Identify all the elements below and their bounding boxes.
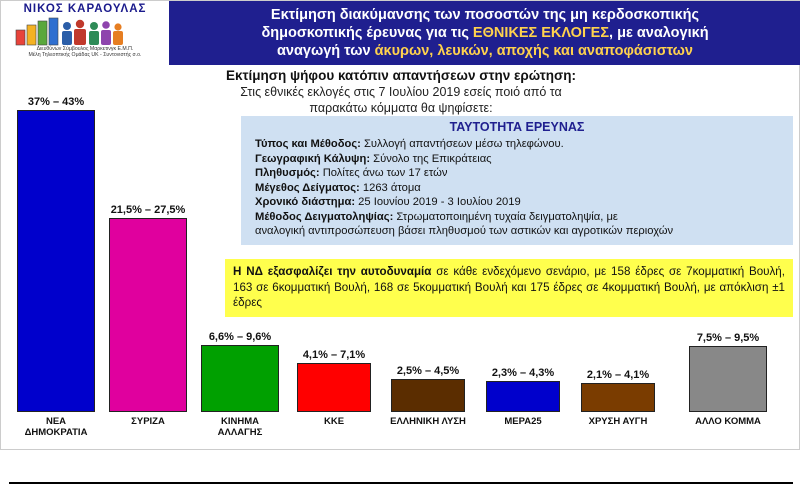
identity-value-5: Στρωματοποιημένη τυχαία δειγματοληψία, με <box>396 210 618 223</box>
identity-label-0: Τύπος και Μέθοδος: <box>255 138 361 150</box>
bar-value-label-1: 21,5% – 27,5% <box>110 204 186 216</box>
bar-group-0 <box>17 96 95 438</box>
logo-svg <box>10 16 160 46</box>
title-line-3-highlight: άκυρων, λευκών, αποχής και αναποφάσιστων <box>374 43 693 59</box>
bar-category-label-7: ΑΛΛΟ ΚΟΜΜΑ <box>695 416 761 427</box>
identity-row-3 <box>255 181 785 196</box>
bar-value-label-2: 6,6% – 9,6% <box>208 331 272 343</box>
identity-value-5-cont: αναλογική αντιπροσώπευση βάσει πληθυσμού των αστικών και αγροτικών περιοχών <box>255 225 674 237</box>
title-line-2-highlight: ΕΘΝΙΚΕΣ ΕΚΛΟΓΕΣ <box>472 25 610 41</box>
bar-rect-0 <box>17 110 95 412</box>
identity-value-0: Συλλογή απαντήσεων μέσω τηλεφώνου. <box>364 138 564 150</box>
bar-rect-1 <box>109 218 187 412</box>
identity-rows <box>249 137 785 239</box>
bar-group-3 <box>297 349 371 427</box>
identity-panel-title: ΤΑΥΤΟΤΗΤΑ ΕΡΕΥΝΑΣ <box>449 120 585 134</box>
bar-rect-3 <box>297 363 371 412</box>
bar-value-label-5: 2,3% – 4,3% <box>491 367 555 379</box>
bar-category-label-0: ΝΕΑ ΔΗΜΟΚΡΑΤΙΑ <box>24 416 88 438</box>
identity-row-4 <box>255 195 785 210</box>
bar-rect-2 <box>201 345 279 412</box>
logo-subtitle-2: Μέλη Τηλεοπτικής Ομάδας UK - Συντονιστής σ.ο. <box>28 52 142 58</box>
bar-value-label-4: 2,5% – 4,5% <box>396 365 460 377</box>
bar-value-label-0: 37% – 43% <box>27 96 85 108</box>
title-line-2-pre: δημοσκοπικής έρευνας για τις <box>261 25 473 41</box>
identity-label-5: Μέθοδος Δειγματοληψίας: <box>255 210 394 223</box>
note-rest: σε κάθε ενδεχόμενο σενάριο, με 158 έδρες σε 7κομματική Βουλή, 163 σε 6κομματική Βουλή, 168 σε 5κομματική Βουλή και 175 έδρες σε 4κομματική Βουλή, με απόκλιση ±1 έδρες <box>233 265 785 309</box>
identity-value-3: 1263 άτομα <box>362 181 421 194</box>
survey-identity-panel <box>241 116 793 245</box>
bar-category-label-6: ΧΡΥΣΗ ΑΥΓΗ <box>588 416 648 427</box>
logo-author-name: ΝΙΚΟΣ ΚΑΡΑΟΥΛΑΣ <box>23 3 147 15</box>
identity-value-1: Σύνολο της Επικράτειας <box>373 152 492 165</box>
bar-group-7 <box>689 332 767 427</box>
title-line-2-post: , με αναλογική <box>609 25 709 41</box>
identity-row-2 <box>255 166 785 181</box>
bar-group-5 <box>486 367 560 427</box>
bar-value-label-3: 4,1% – 7,1% <box>302 349 366 361</box>
bar-chart-people-logo-icon <box>10 16 160 46</box>
bar-rect-4 <box>391 379 465 412</box>
subtitle-main: Εκτίμηση ψήφου κατόπιν απαντήσεων στην ερώτηση: <box>225 68 577 83</box>
title-line-2 <box>261 24 708 42</box>
identity-label-1: Γεωγραφική Κάλυψη: <box>255 152 371 165</box>
identity-label-3: Μέγεθος Δείγματος: <box>255 181 360 194</box>
highlight-note <box>225 259 793 317</box>
bar-value-label-6: 2,1% – 4,1% <box>586 369 650 381</box>
subtitle-question-line-2: παρακάτω κόμματα θα ψηφίσετε: <box>309 101 493 115</box>
identity-row-1 <box>255 152 785 167</box>
identity-row-5 <box>255 210 785 239</box>
logo-block <box>1 1 169 65</box>
bar-rect-5 <box>486 381 560 412</box>
title-line-1: Εκτίμηση διακύμανσης των ποσοστών της μη κερδοσκοπικής <box>270 7 700 23</box>
identity-value-2: Πολίτες άνω των 17 ετών <box>322 167 448 179</box>
title-line-3 <box>277 42 693 60</box>
header <box>1 1 800 65</box>
logo-subtitle-1: Διευθύνων Σύμβουλος Μαρκετινγκ Ε.Μ.Π. <box>36 46 134 52</box>
identity-label-2: Πληθυσμός: <box>255 167 320 179</box>
identity-value-4: 25 Ιουνίου 2019 - 3 Ιουλίου 2019 <box>358 196 521 208</box>
bar-rect-6 <box>581 383 655 412</box>
identity-label-4: Χρονικό διάστημα: <box>255 196 356 208</box>
bar-category-label-2: ΚΙΝΗΜΑ ΑΛΛΑΓΗΣ <box>217 416 263 438</box>
note-bold-lead: Η ΝΔ εξασφαλίζει την αυτοδυναμία <box>233 265 432 278</box>
bar-group-1 <box>109 204 187 427</box>
bar-group-4 <box>390 365 466 427</box>
bar-value-label-7: 7,5% – 9,5% <box>696 332 760 344</box>
subtitle-question-line-1: Στις εθνικές εκλογές στις 7 Ιουλίου 2019 εσείς ποιό από τα <box>240 85 562 99</box>
bar-category-label-1: ΣΥΡΙΖΑ <box>131 416 165 427</box>
identity-row-0 <box>255 137 785 152</box>
bar-group-2 <box>201 331 279 438</box>
bar-category-label-3: ΚΚΕ <box>323 416 345 427</box>
bar-group-6 <box>581 369 655 427</box>
bar-category-label-5: ΜΕΡΑ25 <box>504 416 542 427</box>
main-title-banner <box>169 1 800 65</box>
bar-category-label-4: ΕΛΛΗΝΙΚΗ ΛΥΣΗ <box>390 416 466 427</box>
bar-rect-7 <box>689 346 767 412</box>
title-line-3-pre: αναγωγή των <box>277 43 375 59</box>
